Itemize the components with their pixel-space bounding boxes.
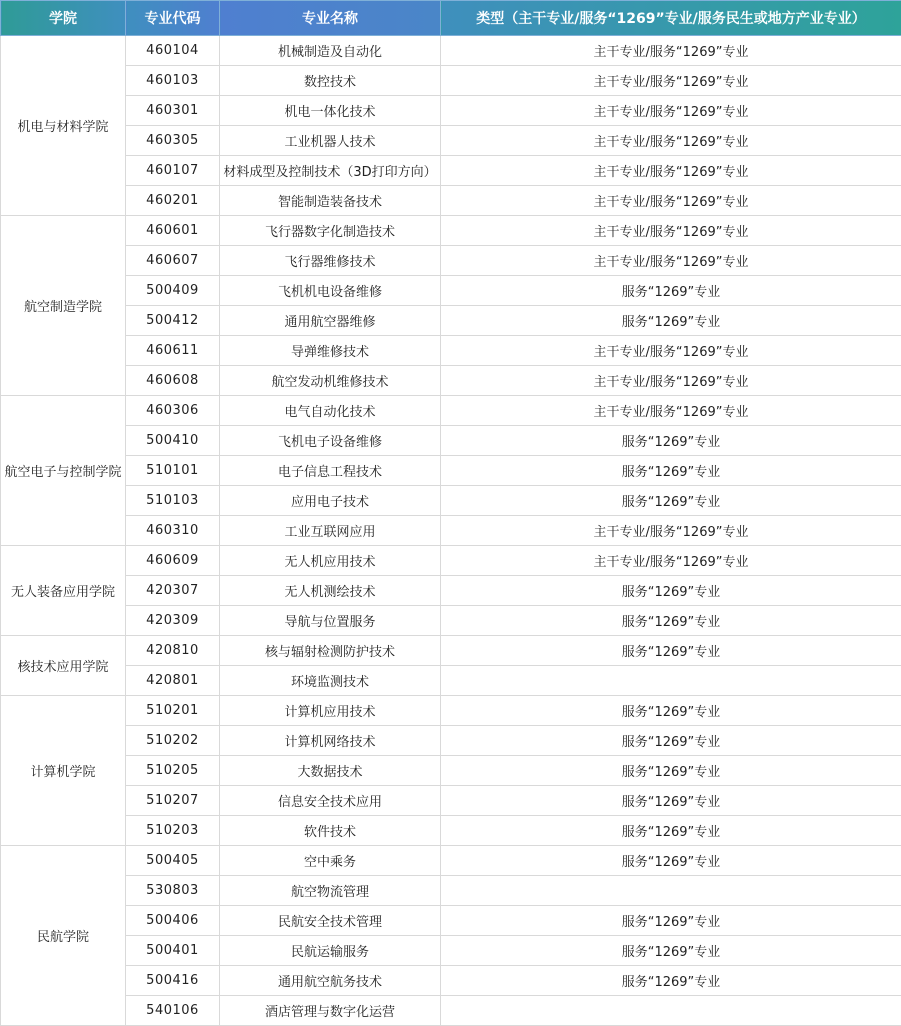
major-name-cell: 计算机网络技术 (220, 726, 441, 756)
table-row (1, 426, 901, 456)
table-row (1, 546, 901, 576)
major-type-cell: 主干专业/服务“1269”专业 (441, 246, 901, 276)
major-name-cell: 机械制造及自动化 (220, 36, 441, 66)
major-name-cell: 飞机机电设备维修 (220, 276, 441, 306)
major-type-cell: 服务“1269”专业 (441, 636, 901, 666)
major-name-cell: 信息安全技术应用 (220, 786, 441, 816)
major-name-cell: 应用电子技术 (220, 486, 441, 516)
major-name-cell: 电子信息工程技术 (220, 456, 441, 486)
major-type-cell: 主干专业/服务“1269”专业 (441, 156, 901, 186)
college-cell: 核技术应用学院 (1, 636, 126, 696)
major-name-cell: 计算机应用技术 (220, 696, 441, 726)
header-code: 专业代码 (126, 1, 220, 36)
table-row (1, 486, 901, 516)
major-type-cell: 服务“1269”专业 (441, 486, 901, 516)
major-type-cell: 主干专业/服务“1269”专业 (441, 396, 901, 426)
major-code-cell: 420309 (126, 606, 220, 636)
major-type-cell: 服务“1269”专业 (441, 576, 901, 606)
major-name-cell: 数控技术 (220, 66, 441, 96)
major-name-cell: 通用航空航务技术 (220, 966, 441, 996)
major-code-cell: 460607 (126, 246, 220, 276)
major-code-cell: 460306 (126, 396, 220, 426)
college-cell: 无人装备应用学院 (1, 546, 126, 636)
table-row (1, 456, 901, 486)
major-type-cell: 主干专业/服务“1269”专业 (441, 516, 901, 546)
major-type-cell (441, 996, 901, 1026)
major-type-cell: 主干专业/服务“1269”专业 (441, 366, 901, 396)
major-name-cell: 民航安全技术管理 (220, 906, 441, 936)
table-row (1, 216, 901, 246)
table-row (1, 516, 901, 546)
major-name-cell: 酒店管理与数字化运营 (220, 996, 441, 1026)
major-code-cell: 460103 (126, 66, 220, 96)
major-code-cell: 460104 (126, 36, 220, 66)
table-row (1, 786, 901, 816)
major-code-cell: 510101 (126, 456, 220, 486)
table-row (1, 696, 901, 726)
major-type-cell: 服务“1269”专业 (441, 726, 901, 756)
table-row (1, 996, 901, 1026)
major-code-cell: 500409 (126, 276, 220, 306)
major-name-cell: 飞机电子设备维修 (220, 426, 441, 456)
college-cell: 航空电子与控制学院 (1, 396, 126, 546)
major-code-cell: 500401 (126, 936, 220, 966)
major-type-cell (441, 666, 901, 696)
table-row (1, 816, 901, 846)
major-type-cell: 服务“1269”专业 (441, 456, 901, 486)
major-type-cell: 主干专业/服务“1269”专业 (441, 66, 901, 96)
major-code-cell: 510201 (126, 696, 220, 726)
major-code-cell: 460601 (126, 216, 220, 246)
table-row (1, 336, 901, 366)
header-row (1, 1, 901, 36)
table-body (1, 36, 901, 1026)
major-name-cell: 工业互联网应用 (220, 516, 441, 546)
table-row (1, 186, 901, 216)
major-type-cell: 服务“1269”专业 (441, 966, 901, 996)
major-type-cell: 服务“1269”专业 (441, 426, 901, 456)
major-name-cell: 飞行器维修技术 (220, 246, 441, 276)
table-row (1, 876, 901, 906)
major-code-cell: 460608 (126, 366, 220, 396)
major-type-cell: 主干专业/服务“1269”专业 (441, 336, 901, 366)
major-type-cell: 主干专业/服务“1269”专业 (441, 186, 901, 216)
major-code-cell: 460310 (126, 516, 220, 546)
major-name-cell: 工业机器人技术 (220, 126, 441, 156)
major-type-cell: 服务“1269”专业 (441, 936, 901, 966)
major-code-cell: 510205 (126, 756, 220, 786)
major-name-cell: 智能制造装备技术 (220, 186, 441, 216)
table-row (1, 396, 901, 426)
table-row (1, 276, 901, 306)
table-row (1, 36, 901, 66)
college-cell: 民航学院 (1, 846, 126, 1026)
header-type: 类型（主干专业/服务“1269”专业/服务民生或地方产业专业） (441, 1, 901, 36)
table-row (1, 906, 901, 936)
table-row (1, 936, 901, 966)
major-type-cell: 主干专业/服务“1269”专业 (441, 126, 901, 156)
major-type-cell: 主干专业/服务“1269”专业 (441, 36, 901, 66)
major-name-cell: 无人机应用技术 (220, 546, 441, 576)
major-name-cell: 机电一体化技术 (220, 96, 441, 126)
college-cell: 航空制造学院 (1, 216, 126, 396)
major-code-cell: 510203 (126, 816, 220, 846)
major-code-cell: 500410 (126, 426, 220, 456)
major-name-cell: 电气自动化技术 (220, 396, 441, 426)
major-name-cell: 无人机测绘技术 (220, 576, 441, 606)
table-row (1, 126, 901, 156)
major-name-cell: 软件技术 (220, 816, 441, 846)
major-type-cell: 主干专业/服务“1269”专业 (441, 96, 901, 126)
major-name-cell: 导弹维修技术 (220, 336, 441, 366)
table-row (1, 966, 901, 996)
table-row (1, 96, 901, 126)
major-name-cell: 空中乘务 (220, 846, 441, 876)
major-name-cell: 航空发动机维修技术 (220, 366, 441, 396)
major-name-cell: 材料成型及控制技术（3D打印方向） (220, 156, 441, 186)
major-code-cell: 420810 (126, 636, 220, 666)
table-row (1, 246, 901, 276)
major-code-cell: 510202 (126, 726, 220, 756)
major-code-cell: 500405 (126, 846, 220, 876)
major-type-cell: 服务“1269”专业 (441, 306, 901, 336)
major-type-cell: 主干专业/服务“1269”专业 (441, 546, 901, 576)
major-code-cell: 510207 (126, 786, 220, 816)
major-code-cell: 460201 (126, 186, 220, 216)
header-name: 专业名称 (220, 1, 441, 36)
college-cell: 机电与材料学院 (1, 36, 126, 216)
major-name-cell: 航空物流管理 (220, 876, 441, 906)
major-code-cell: 460305 (126, 126, 220, 156)
major-code-cell: 420801 (126, 666, 220, 696)
major-code-cell: 540106 (126, 996, 220, 1026)
college-cell: 计算机学院 (1, 696, 126, 846)
table-row (1, 66, 901, 96)
major-name-cell: 飞行器数字化制造技术 (220, 216, 441, 246)
major-type-cell: 服务“1269”专业 (441, 906, 901, 936)
major-type-cell: 服务“1269”专业 (441, 846, 901, 876)
major-type-cell: 主干专业/服务“1269”专业 (441, 216, 901, 246)
major-code-cell: 510103 (126, 486, 220, 516)
major-name-cell: 环境监测技术 (220, 666, 441, 696)
major-code-cell: 460609 (126, 546, 220, 576)
major-name-cell: 民航运输服务 (220, 936, 441, 966)
major-code-cell: 460301 (126, 96, 220, 126)
table-row (1, 666, 901, 696)
major-code-cell: 500416 (126, 966, 220, 996)
major-code-cell: 420307 (126, 576, 220, 606)
table-row (1, 606, 901, 636)
header-college: 学院 (1, 1, 126, 36)
major-type-cell: 服务“1269”专业 (441, 276, 901, 306)
major-type-cell: 服务“1269”专业 (441, 756, 901, 786)
table-row (1, 636, 901, 666)
major-type-cell: 服务“1269”专业 (441, 786, 901, 816)
major-type-cell: 服务“1269”专业 (441, 696, 901, 726)
major-code-cell: 500406 (126, 906, 220, 936)
table-row (1, 576, 901, 606)
major-code-cell: 460611 (126, 336, 220, 366)
major-type-cell (441, 876, 901, 906)
major-code-cell: 530803 (126, 876, 220, 906)
table-header (1, 1, 901, 36)
major-name-cell: 大数据技术 (220, 756, 441, 786)
major-name-cell: 导航与位置服务 (220, 606, 441, 636)
table-row (1, 156, 901, 186)
major-code-cell: 500412 (126, 306, 220, 336)
major-type-cell: 服务“1269”专业 (441, 816, 901, 846)
major-name-cell: 通用航空器维修 (220, 306, 441, 336)
major-code-cell: 460107 (126, 156, 220, 186)
table-row (1, 756, 901, 786)
major-type-cell: 服务“1269”专业 (441, 606, 901, 636)
table-row (1, 306, 901, 336)
table-row (1, 726, 901, 756)
table-row (1, 366, 901, 396)
major-name-cell: 核与辐射检测防护技术 (220, 636, 441, 666)
table-row (1, 846, 901, 876)
